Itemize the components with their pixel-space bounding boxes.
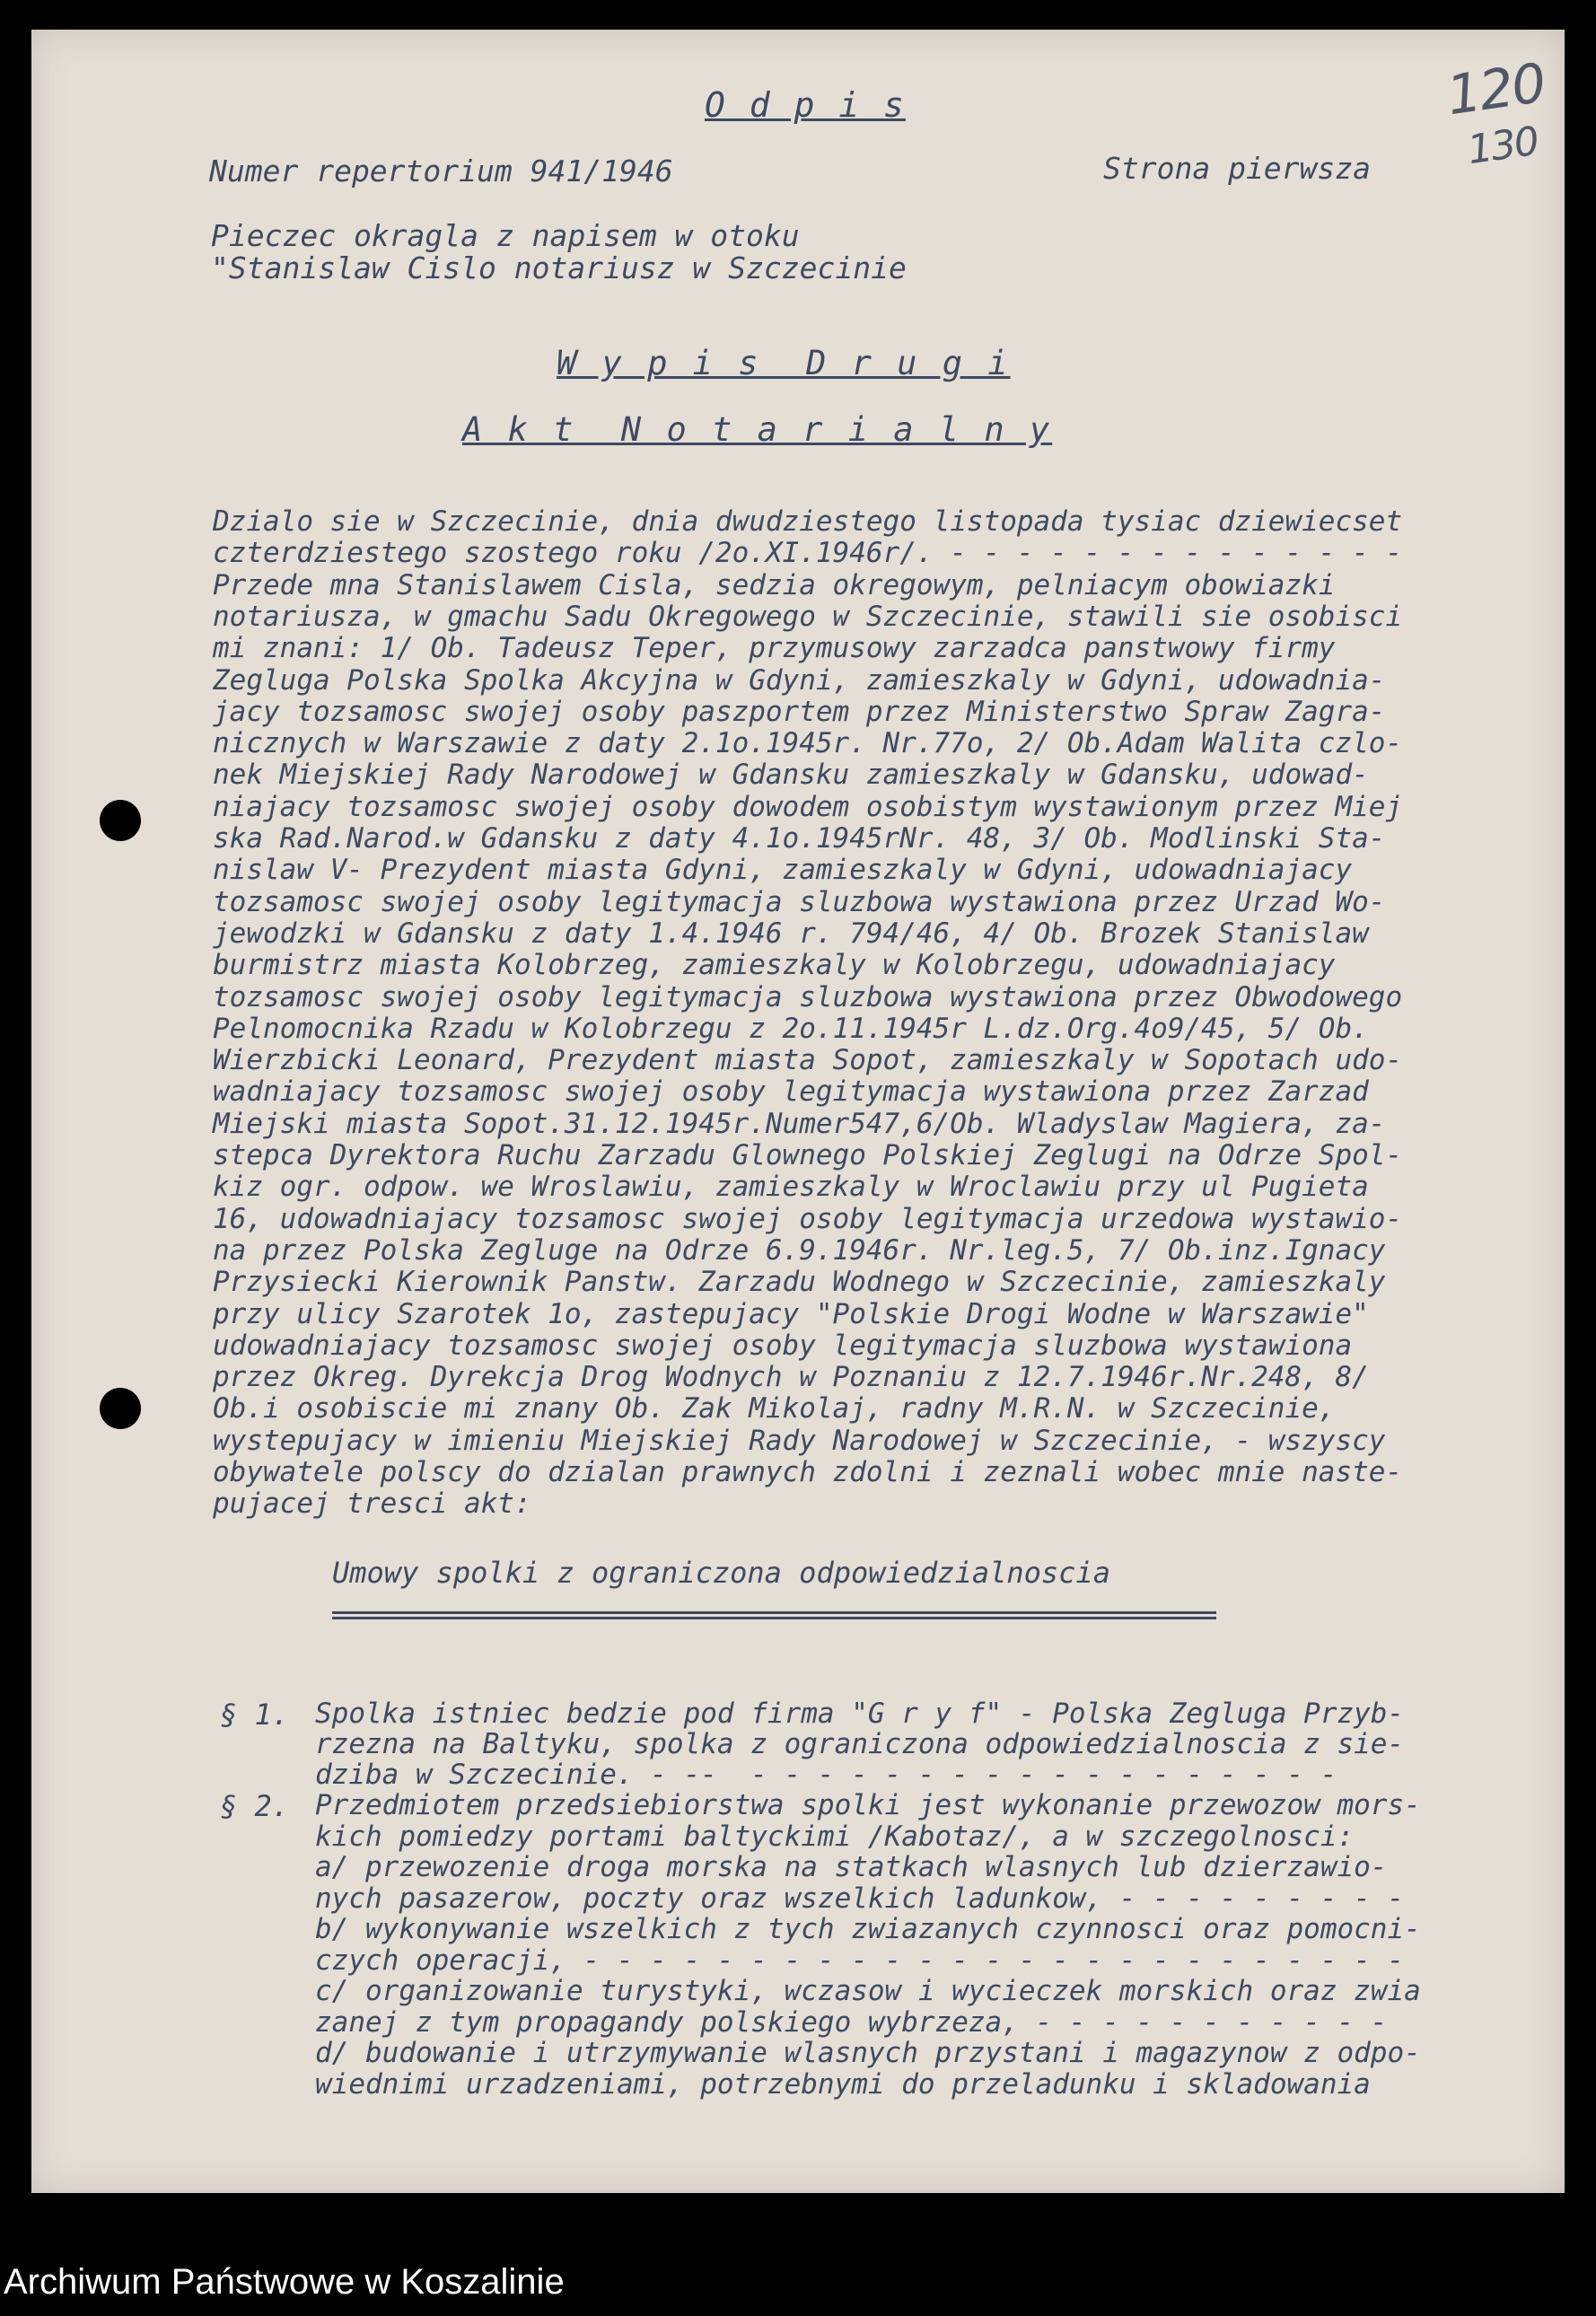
text-line: czterdziestego szostego roku /2o.XI.1946r/. - - - - - - - - - - - - - - <box>213 537 1403 570</box>
text-line: mi znani: 1/ Ob. Tadeusz Teper, przymusowy zarzadca panstwowy firmy <box>213 632 1336 665</box>
text-line: stepca Dyrektora Ruchu Zarzadu Glownego Polskiej Zeglugi na Odrze Spol- <box>213 1139 1403 1171</box>
text-line: d/ budowanie i utrzymywanie wlasnych przystani i magazynow z odpo- <box>315 2037 1421 2069</box>
text-line: przez Okreg. Dyrekcja Drog Wodnych w Poznaniu z 12.7.1946r.Nr.248, 8/ <box>213 1361 1369 1394</box>
act-heading: A k t N o t a r i a l n y <box>462 410 1053 449</box>
text-line: b/ wykonywanie wszelkich z tych zwiazanych czynnosci oraz pomocni- <box>315 1913 1421 1945</box>
paragraph-number: § 1. <box>220 1698 290 1732</box>
text-line: tozsamosc swojej osoby legitymacja sluzbowa wystawiona przez Urzad Wo- <box>213 885 1386 918</box>
section-title-double-underline <box>332 1611 1216 1619</box>
punch-hole <box>100 800 141 841</box>
text-line: przy ulicy Szarotek 1o, zastepujacy "Polskie Drogi Wodne w Warszawie" <box>213 1297 1369 1330</box>
section-title: Umowy spolki z ograniczona odpowiedzialnoscia <box>332 1556 1110 1590</box>
text-line: Wierzbicki Leonard, Prezydent miasta Sopot, zamieszkaly w Sopotach udo- <box>213 1044 1403 1077</box>
text-line: dziba w Szczecinie. - -- - - - - - - - - - - - - - - - - - - <box>315 1759 1337 1791</box>
text-line: Ob.i osobiscie mi znany Ob. Zak Mikolaj, radny M.R.N. w Szczecinie, <box>213 1392 1336 1426</box>
document-title: O d p i s <box>705 85 906 125</box>
text-line: Przede mna Stanislawem Cisla, sedzia okregowym, pelniacym obowiazki <box>213 568 1336 601</box>
seal-description-line: Pieczec okragla z napisem w otoku <box>211 218 800 253</box>
text-line: notariusza, w gmachu Sadu Okregowego w Szczecinie, stawili sie osobisci <box>213 600 1403 633</box>
text-line: ska Rad.Narod.w Gdansku z daty 4.1o.1945rNr. 48, 3/ Ob. Modlinski Sta- <box>213 822 1386 855</box>
margin-number-1: 120 <box>1443 51 1548 128</box>
text-line: a/ przewozenie droga morska na statkach wlasnych lub dzierzawio- <box>315 1851 1388 1883</box>
text-line: wystepujacy w imieniu Miejskiej Rady Narodowej w Szczecinie, - wszyscy <box>213 1424 1386 1457</box>
text-line: tozsamosc swojej osoby legitymacja sluzbowa wystawiona przez Obwodowego <box>213 980 1403 1013</box>
text-line: Przedmiotem przedsiebiorstwa spolki jest wykonanie przewozow mors- <box>315 1789 1421 1821</box>
text-line: jewodzki w Gdansku z daty 1.4.1946 r. 794/46, 4/ Ob. Brozek Stanislaw <box>213 917 1369 950</box>
margin-number-2: 130 <box>1464 118 1541 174</box>
text-line: wadniajacy tozsamosc swojej osoby legitymacja wystawiona przez Zarzad <box>213 1075 1369 1109</box>
text-line: rzezna na Baltyku, spolka z ograniczona odpowiedzialnoscia z sie- <box>315 1728 1405 1760</box>
seal-description-line: "Stanislaw Cislo notariusz w Szczecinie <box>211 250 907 285</box>
text-line: zanej z tym propagandy polskiego wybrzeza, - - - - - - - - - - - <box>315 2005 1388 2039</box>
text-line: na przez Polska Zegluge na Odrze 6.9.1946r. Nr.leg.5, 7/ Ob.inz.Ignacy <box>213 1233 1386 1267</box>
text-line: kich pomiedzy portami baltyckimi /Kabotaz/, a w szczegolnosci: <box>315 1820 1355 1853</box>
text-line: udowadniajacy tozsamosc swojej osoby legitymacja sluzbowa wystawiona <box>213 1329 1353 1362</box>
text-line: Pelnomocnika Rzadu w Kolobrzegu z 2o.11.1945r L.dz.Org.4o9/45, 5/ Ob. <box>213 1012 1369 1045</box>
text-line: c/ organizowanie turystyki, wczasow i wycieczek morskich oraz zwia <box>315 1975 1421 2007</box>
page-label: Strona pierwsza <box>1103 151 1372 186</box>
text-line: nych pasazerow, poczty oraz wszelkich ladunkow, - - - - - - - - - <box>315 1882 1405 1915</box>
repertorium-number: Numer repertorium 941/1946 <box>209 154 673 189</box>
text-line: 16, udowadniajacy tozsamosc swojej osoby legitymacja urzedowa wystawio- <box>213 1202 1403 1235</box>
text-line: wiednimi urzadzeniami, potrzebnymi do przeladunku i skladowania <box>315 2067 1371 2101</box>
text-line: nek Miejskiej Rady Narodowej w Gdansku zamieszkaly w Gdansku, udowad- <box>213 759 1369 792</box>
text-line: Spolka istniec bedzie pod firma "G r y f" - Polska Zegluga Przyb- <box>315 1698 1405 1730</box>
text-line: Dzialo sie w Szczecinie, dnia dwudziestego listopada tysiac dziewiecset <box>213 505 1403 538</box>
text-line: burmistrz miasta Kolobrzeg, zamieszkaly w Kolobrzegu, udowadniajacy <box>213 949 1336 982</box>
text-line: pujacej tresci akt: <box>213 1487 531 1521</box>
text-line: czych operacji, - - - - - - - - - - - - - - - - - - - - - - - - - <box>315 1943 1405 1977</box>
text-line: niajacy tozsamosc swojej osoby dowodem osobistym wystawionym przez Miej <box>213 790 1403 823</box>
archive-caption-bar <box>0 2246 1596 2316</box>
document-page <box>31 30 1565 2193</box>
text-line: Miejski miasta Sopot.31.12.1945r.Numer547,6/Ob. Wladyslaw Magiera, za- <box>213 1107 1386 1140</box>
paragraph-number: § 2. <box>220 1789 290 1823</box>
text-line: obywatele polscy do dzialan prawnych zdolni i zeznali wobec mnie naste- <box>213 1456 1403 1488</box>
archive-name: Archiwum Państwowe w Koszalinie <box>4 2262 565 2302</box>
text-line: nislaw V- Prezydent miasta Gdyni, zamieszkaly w Gdyni, udowadniajacy <box>213 854 1353 887</box>
text-line: kiz ogr. odpow. we Wroslawiu, zamieszkaly w Wroclawiu przy ul Pugieta <box>213 1171 1369 1204</box>
text-line: nicznych w Warszawie z daty 2.1o.1945r. Nr.77o, 2/ Ob.Adam Walita czlo- <box>213 727 1403 760</box>
text-line: Przysiecki Kierownik Panstw. Zarzadu Wodnego w Szczecinie, zamieszkaly <box>213 1266 1386 1299</box>
text-line: jacy tozsamosc swojej osoby paszportem przez Ministerstwo Spraw Zagra- <box>213 695 1386 728</box>
text-line: Zegluga Polska Spolka Akcyjna w Gdyni, zamieszkaly w Gdyni, udowadnia- <box>213 663 1386 697</box>
copy-heading: W y p i s D r u g i <box>557 344 1011 382</box>
punch-hole <box>100 1388 141 1429</box>
